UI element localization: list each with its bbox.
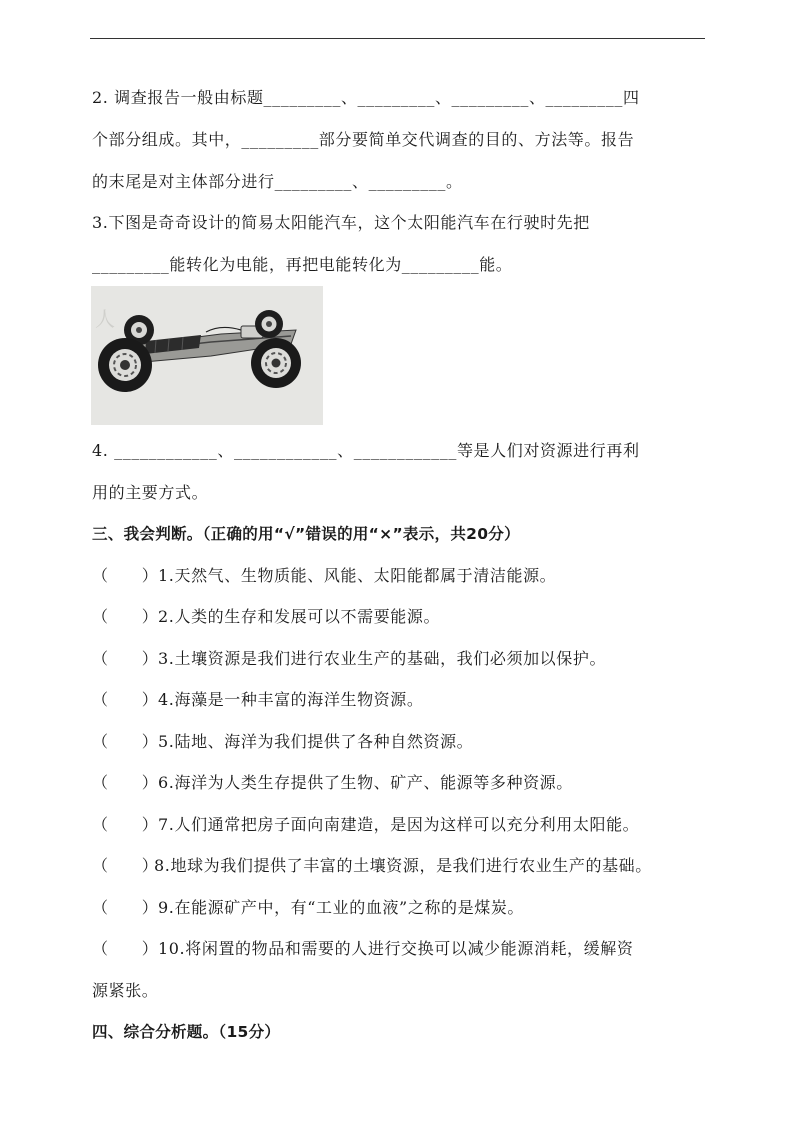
judge-item-text: 1.天然气、生物质能、风能、太阳能都属于清洁能源。 bbox=[158, 566, 557, 585]
judge-item-10 bbox=[92, 938, 633, 960]
judge-item-text: 8.地球为我们提供了丰富的土壤资源，是我们进行农业生产的基础。 bbox=[154, 856, 652, 875]
answer-parens[interactable]: （ ） bbox=[92, 898, 159, 917]
solar-car-image bbox=[91, 286, 323, 425]
judge-item-7 bbox=[92, 814, 639, 836]
judge-item-text: 5.陆地、海洋为我们提供了各种自然资源。 bbox=[158, 732, 474, 751]
answer-parens[interactable]: （ ） bbox=[92, 939, 159, 958]
answer-parens[interactable]: （ ） bbox=[92, 773, 159, 792]
judge-item-5 bbox=[92, 731, 473, 753]
judge-item-1 bbox=[92, 565, 556, 587]
q2-line1: 2. 调查报告一般由标题_________、_________、_________、_________四 bbox=[92, 88, 640, 107]
judge-item-10-cont: 源紧张。 bbox=[92, 981, 159, 1000]
header-rule bbox=[90, 38, 705, 39]
answer-parens[interactable]: （ ） bbox=[92, 856, 159, 875]
judge-item-text: 10.将闲置的物品和需要的人进行交换可以减少能源消耗，缓解资 bbox=[158, 939, 634, 958]
section3-title: 三、我会判断。（正确的用“√”错误的用“×”表示，共20分） bbox=[92, 525, 520, 543]
answer-parens[interactable]: （ ） bbox=[92, 649, 159, 668]
judge-item-text: 3.土壤资源是我们进行农业生产的基础，我们必须加以保护。 bbox=[158, 649, 607, 668]
answer-parens[interactable]: （ ） bbox=[92, 607, 159, 626]
q3-line1: 3.下图是奇奇设计的简易太阳能汽车，这个太阳能汽车在行驶时先把 bbox=[92, 213, 590, 232]
answer-parens[interactable]: （ ） bbox=[92, 566, 159, 585]
q4-line1: 4. ____________、____________、____________等是人们对资源进行再利 bbox=[92, 441, 640, 460]
q3-line2: _________能转化为电能，再把电能转化为_________能。 bbox=[92, 255, 513, 274]
judge-item-4 bbox=[92, 689, 423, 711]
judge-item-text: 4.海藻是一种丰富的海洋生物资源。 bbox=[158, 690, 424, 709]
judge-item-text: 6.海洋为人类生存提供了生物、矿产、能源等多种资源。 bbox=[158, 773, 573, 792]
judge-item-2 bbox=[92, 606, 440, 628]
q4-line2: 用的主要方式。 bbox=[92, 483, 209, 502]
judge-item-9 bbox=[92, 897, 524, 919]
judge-item-6 bbox=[92, 772, 573, 794]
q2-line2: 个部分组成。其中，_________部分要简单交代调查的目的、方法等。报告 bbox=[92, 130, 635, 149]
judge-item-text: 9.在能源矿产中，有“工业的血液”之称的是煤炭。 bbox=[158, 898, 525, 917]
judge-item-text: 2.人类的生存和发展可以不需要能源。 bbox=[158, 607, 441, 626]
judge-item-text: 7.人们通常把房子面向南建造，是因为这样可以充分利用太阳能。 bbox=[158, 815, 640, 834]
judge-item-8 bbox=[92, 855, 652, 877]
judge-item-3 bbox=[92, 648, 606, 670]
section4-title: 四、综合分析题。（15分） bbox=[92, 1023, 281, 1041]
q2-line3: 的末尾是对主体部分进行_________、_________。 bbox=[92, 172, 463, 191]
answer-parens[interactable]: （ ） bbox=[92, 815, 159, 834]
answer-parens[interactable]: （ ） bbox=[92, 690, 159, 709]
answer-parens[interactable]: （ ） bbox=[92, 732, 159, 751]
svg-text:人: 人 bbox=[95, 307, 115, 331]
